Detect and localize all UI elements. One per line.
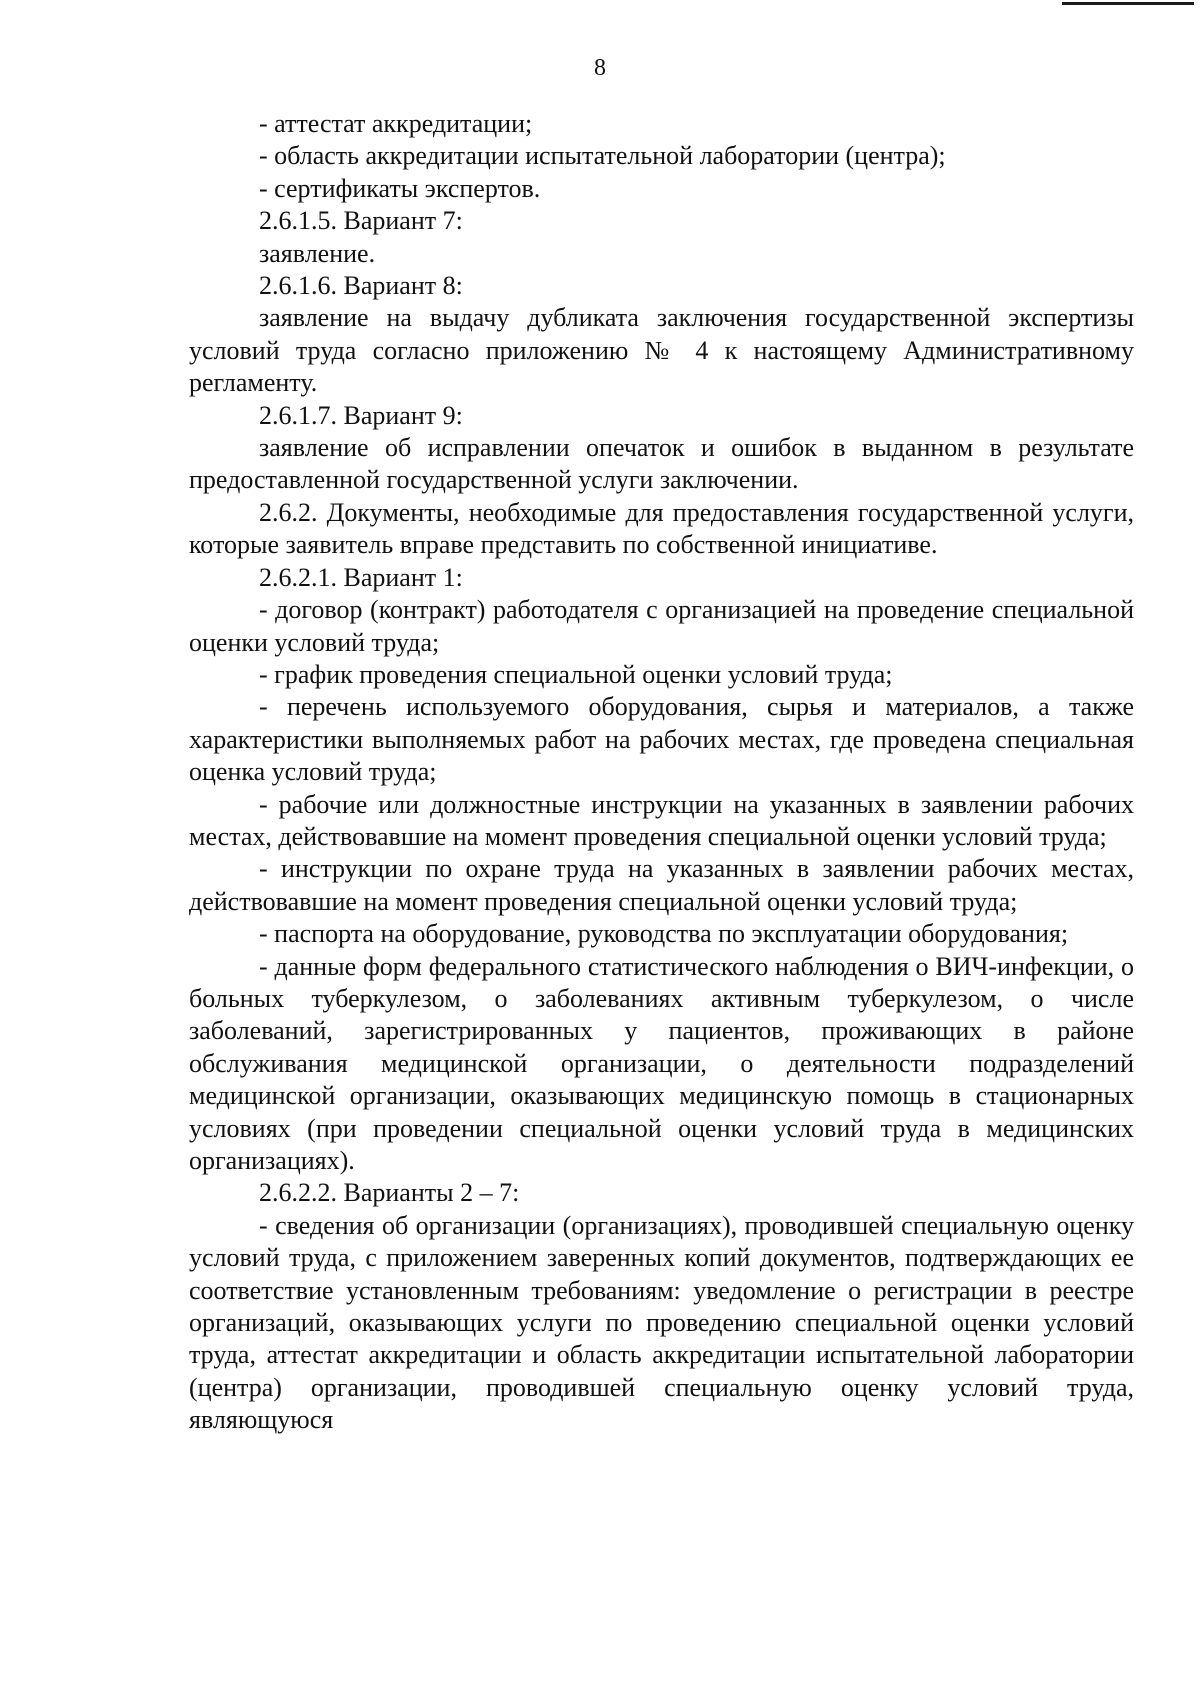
list-item-contract: - договор (контракт) работодателя с организацией на проведение специальной оценки условий труда; (189, 595, 1134, 657)
list-item-accreditation-scope: - область аккредитации испытательной лаборатории (центра); (259, 141, 946, 171)
list-item-expert-certificates: - сертификаты экспертов. (259, 173, 541, 203)
section-heading-2-6-1-5: 2.6.1.5. Вариант 7: (259, 206, 463, 236)
paragraph-correction-application: заявление об исправлении опечаток и ошибок в выданном в результате предоставленной государственной услуги заключении. (189, 433, 1134, 495)
list-item-equipment-list: - перечень используемого оборудования, сырья и материалов, а также характеристики выполняемых работ на рабочих местах, где проведена специальная оценка условий труда; (189, 692, 1134, 787)
section-heading-2-6-2: 2.6.2. Документы, необходимые для предоставления государственной услуги, которые заявитель вправе представить по собственной инициативе. (189, 497, 1134, 560)
crescent-punch-mark-icon (42, 600, 76, 634)
section-heading-2-6-1-6: 2.6.1.6. Вариант 8: (259, 271, 463, 301)
section-heading-2-6-2-2: 2.6.2.2. Варианты 2 – 7: (259, 1178, 520, 1208)
page-number: 8 (594, 55, 606, 81)
paragraph-duplicate-application: заявление на выдачу дубликата заключения государственной экспертизы условий труда согласно приложению № 4 к настоящему Административному регламенту. (189, 303, 1134, 398)
list-item-schedule: - график проведения специальной оценки условий труда; (259, 659, 893, 689)
section-heading-2-6-2-1: 2.6.2.1. Вариант 1: (259, 562, 463, 592)
top-edge-rule (1062, 2, 1194, 5)
paragraph-application: заявление. (259, 238, 376, 268)
list-item-job-instructions: - рабочие или должностные инструкции на указанных в заявлении рабочих местах, действовавшие на момент проведения специальной оценки условий труда; (189, 789, 1134, 851)
list-item-organization-info: - сведения об организации (организациях), проводившей специальную оценку условий труда, с приложением заверенных копий документов, подтверждающих ее соответствие установленным требованиям: уведомление о регистрации в реестре организаций, оказывающих услуги по проведению специальной оценки условий труда, аттестат аккредитации и область аккредитации испытательной лаборатории (центра) организации, проводившей специальную оценку условий труда, являющуюся (189, 1210, 1134, 1435)
section-heading-2-6-1-7: 2.6.1.7. Вариант 9: (259, 400, 463, 430)
list-item-accreditation-certificate: - аттестат аккредитации; (259, 109, 533, 138)
document-body (189, 108, 1134, 1437)
crescent-punch-mark-icon (42, 1062, 76, 1096)
list-item-safety-instructions: - инструкции по охране труда на указанных в заявлении рабочих местах, действовавшие на момент проведения специальной оценки условий труда; (189, 854, 1134, 916)
list-item-statistical-data: - данные форм федерального статистического наблюдения о ВИЧ-инфекции, о больных туберкулезом, о заболеваниях активным туберкулезом, о числе заболеваний, зарегистрированных у пациентов, проживающих в районе обслуживания медицинской организации, о деятельности подразделений медицинской организации, оказывающих медицинскую помощь в стационарных условиях (при проведении специальной оценки условий труда в медицинских организациях). (189, 951, 1134, 1175)
list-item-equipment-passports: - паспорта на оборудование, руководства по эксплуатации оборудования; (259, 919, 1069, 949)
